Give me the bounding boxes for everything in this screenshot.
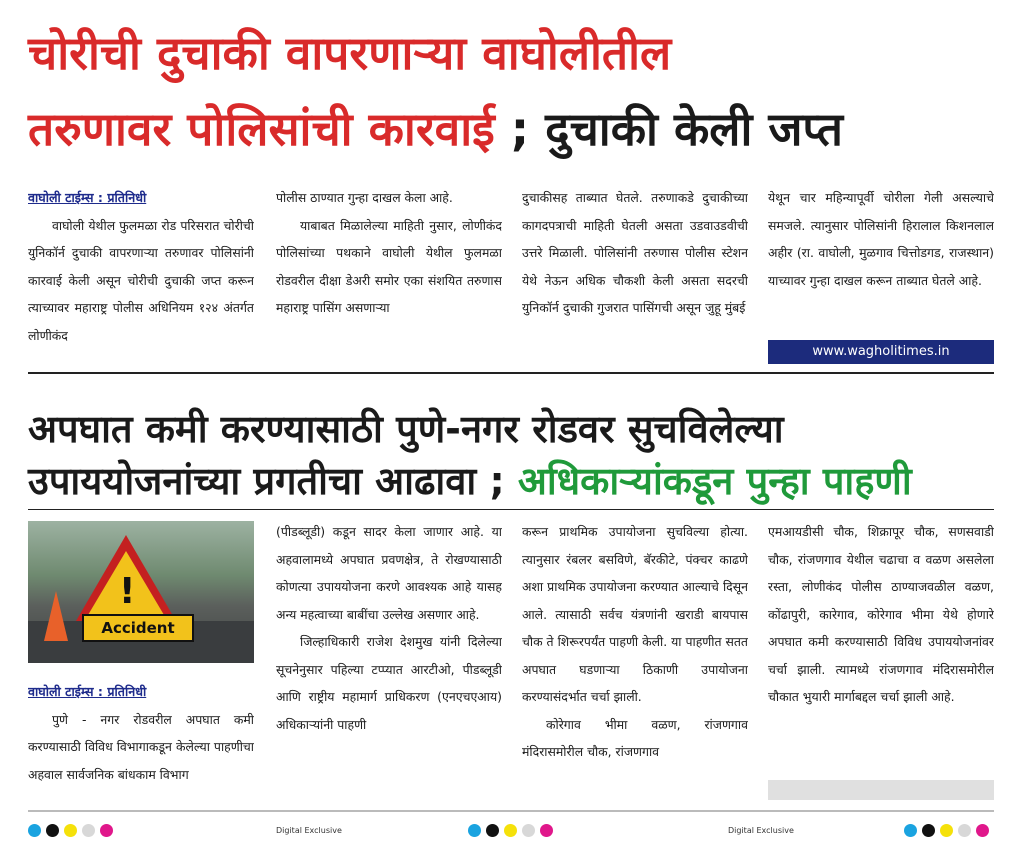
exclamation-icon: ! xyxy=(119,571,136,612)
registration-dot xyxy=(46,824,59,837)
registration-dot xyxy=(922,824,935,837)
registration-dot xyxy=(486,824,499,837)
accident-photo xyxy=(28,521,254,663)
story1-headline-red-part: तरुणावर पोलिसांची कारवाई xyxy=(28,102,495,156)
story1-headline-line2 xyxy=(28,102,843,156)
registration-dots-left xyxy=(28,824,113,837)
story2-column-4 xyxy=(768,518,994,772)
story1-col2-para2: याबाबत मिळालेल्या माहिती नुसार, लोणीकंद पोलिसांच्या पथकाने वाघोली येथील फुलमळा रोडवरील दीक्षा डेअरी समोर एका संशयित तरुणास महाराष्ट्र पासिंग असणाऱ्या xyxy=(276,217,502,315)
story2-col2-para2: जिल्हाधिकारी राजेश देशमुख यांनी दिलेल्या सूचनेनुसार पहिल्या टप्प्यात आरटीओ, पीडब्लूडी आणि राष्ट्रीय महामार्ग प्राधिकरण (एनएचएआय) अधिकाऱ्यांनी पाहणी xyxy=(276,634,502,732)
story2-col1-text: पुणे - नगर रोडवरील अपघात कमी करण्यासाठी विविध विभागाकडून केलेल्या पाहणीचा अहवाल सार्वजनिक बांधकाम विभाग xyxy=(28,711,254,782)
traffic-cone-icon xyxy=(44,591,68,641)
story2-column-1 xyxy=(28,678,254,798)
website-url-banner[interactable]: www.wagholitimes.in xyxy=(768,340,994,364)
story1-col2-para1: पोलीस ठाण्यात गुन्हा दाखल केला आहे. xyxy=(276,190,453,205)
accident-sign-label: Accident xyxy=(82,614,194,642)
story2-col2-para1: (पीडब्लूडी) कडून सादर केला जाणार आहे. या अहवालामध्ये अपघात प्रवणक्षेत्र, ते रोखण्यासाठी कोणत्या उपाययोजना करणे आवश्यक आहे यासह अन्य महत्वाच्या बाबींचा उल्लेख असणार आहे. xyxy=(276,524,502,622)
story1-column-3 xyxy=(522,184,748,362)
registration-dot xyxy=(976,824,989,837)
story1-col4-text: येथून चार महिन्यापूर्वी चोरीला गेली असल्याचे समजले. त्यानुसार पोलिसांनी हिरालाल किशनलाल अहीर (रा. वाघोली, मुळगाव चित्तोडगड, राजस्थान) याच्यावर गुन्हा दाखल करून ताब्यात घेतले आहे. xyxy=(768,190,994,288)
footer-label-right: Digital Exclusive xyxy=(728,826,794,835)
story1-headline-black-part: ; दुचाकी केली जप्त xyxy=(510,102,843,156)
registration-dots-right xyxy=(904,824,989,837)
story2-headline-line2 xyxy=(28,459,912,503)
registration-dot xyxy=(540,824,553,837)
footer-rule xyxy=(28,810,994,812)
story1-col3-text: दुचाकीसह ताब्यात घेतले. तरुणाकडे दुचाकीच्या कागदपत्राची माहिती घेतली असता उडवाउडवीची उत्तरे मिळाली. पोलिसांनी तरुणास पोलीस स्टेशन येथे नेऊन अधिक चौकशी केली असता सदरची युनिकॉर्न दुचाकी गुजरात पासिंगची असून जुहू मुंबई xyxy=(522,190,748,315)
headline-underline xyxy=(28,509,994,510)
registration-dots-center xyxy=(468,824,553,837)
story1-byline[interactable]: वाघोली टाईम्स : प्रतिनिधी xyxy=(28,190,147,205)
registration-dot xyxy=(64,824,77,837)
registration-dot xyxy=(468,824,481,837)
story1-headline-line1: चोरीची दुचाकी वापरणाऱ्या वाघोलीतील xyxy=(28,26,672,80)
registration-dot xyxy=(904,824,917,837)
registration-dot xyxy=(100,824,113,837)
story1-col1-text: वाघोली येथील फुलमळा रोड परिसरात चोरीची युनिकॉर्न दुचाकी वापरणाऱ्या तरुणावर पोलिसांनी कारवाई केली असून चोरीची दुचाकी जप्त करून त्याच्यावर महाराष्ट्र पोलीस अधिनियम १२४ अंतर्गत लोणीकंद xyxy=(28,217,254,343)
story2-column-2 xyxy=(276,518,502,800)
registration-dot xyxy=(82,824,95,837)
story2-col4-text: एमआयडीसी चौक, शिक्रापूर चौक, सणसवाडी चौक, रांजणगाव येथील चढाचा व वळण असलेला रस्ता, लोणीकंद पोलीस ठाण्याजवळील वळण, कोंढापुरी, कारेगाव, कोरेगाव भीमा येथे होणारे अपघात कमी करण्यासाठी विविध उपाययोजनांवर चर्चा झाली. त्यामध्ये रांजणगाव मंदिरासमोरील चौकात भुयारी मार्गाबद्दल चर्चा झाली आहे. xyxy=(768,524,994,704)
registration-dot xyxy=(940,824,953,837)
story2-headline-green-part: अधिकाऱ्यांकडून पुन्हा पाहणी xyxy=(517,459,912,503)
story2-col3-para2: कोरेगाव भीमा वळण, रांजणगाव मंदिरासमोरील चौक, रांजणगाव xyxy=(522,716,748,759)
story-divider xyxy=(28,372,994,374)
story2-headline-black-part: उपाययोजनांच्या प्रगतीचा आढावा ; xyxy=(28,459,505,503)
story2-column-3 xyxy=(522,518,748,800)
blank-grey-box xyxy=(768,780,994,800)
registration-dot xyxy=(958,824,971,837)
registration-dot xyxy=(522,824,535,837)
story2-headline-line1: अपघात कमी करण्यासाठी पुणे-नगर रोडवर सुचविलेल्या xyxy=(28,407,784,451)
story2-byline[interactable]: वाघोली टाईम्स : प्रतिनिधी xyxy=(28,684,147,699)
story1-column-4 xyxy=(768,184,994,334)
story2-col3-para1: करून प्राथमिक उपायोजना सुचविल्या होत्या. त्यानुसार रंबलर बसविणे, बॅरकीटे, पंक्चर काढणे अशा प्राथमिक उपायोजना करण्यात आल्याचे दिसून आले. त्यासाठी सर्वच यंत्रणांनी खराडी बायपास चौक ते शिरूरपर्यंत पाहणी केली. या पाहणीत सतत अपघात घडणाऱ्या ठिकाणी उपायोजना करण्यासंदर्भात चर्चा झाली. xyxy=(522,524,748,704)
registration-dot xyxy=(504,824,517,837)
story1-column-2 xyxy=(276,184,502,362)
registration-dot xyxy=(28,824,41,837)
story1-column-1 xyxy=(28,184,254,362)
footer-label-center: Digital Exclusive xyxy=(276,826,342,835)
